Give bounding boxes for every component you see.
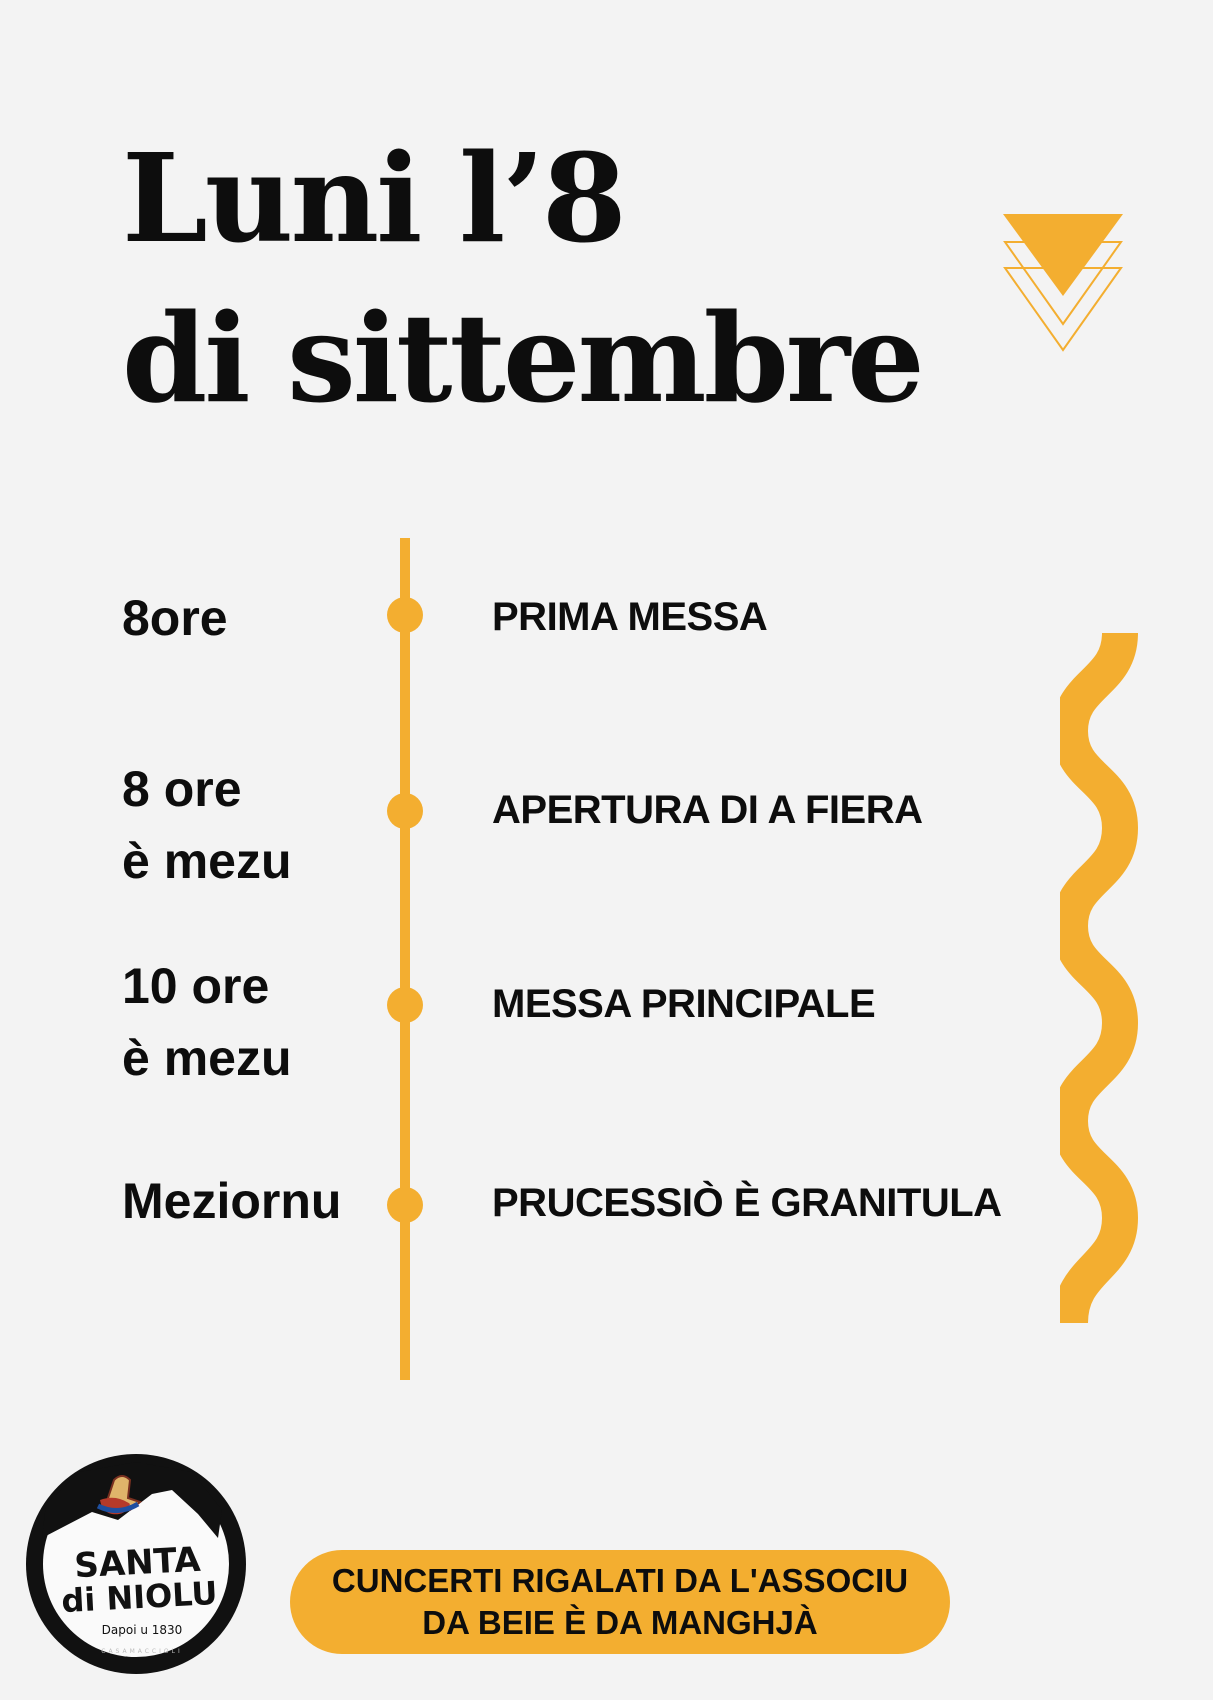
logo-name-line-1: SANTA <box>73 1539 202 1587</box>
timeline-dot-1 <box>387 597 423 633</box>
timeline-dot-2 <box>387 793 423 829</box>
concert-banner <box>290 1550 950 1654</box>
event-label-4: PRUCESSIÒ È GRANITULA <box>492 1181 1002 1225</box>
banner-line-2: DA BEIE È DA MANGHJÀ <box>422 1604 818 1641</box>
triangle-decoration-icon <box>1003 214 1123 354</box>
logo-ring-text: CASAMACCIOLI <box>101 1648 183 1655</box>
santa-di-niolu-logo <box>22 1450 252 1680</box>
page-title <box>122 118 922 438</box>
time-label-2: 8 ore è mezu <box>122 761 292 889</box>
wave-decoration-icon <box>1060 633 1160 1333</box>
event-label-2: APERTURA DI A FIERA <box>492 788 923 832</box>
event-label-3: MESSA PRINCIPALE <box>492 982 876 1026</box>
time-label-3: 10 ore è mezu <box>122 958 292 1086</box>
logo-tagline: Dapoi u 1830 <box>101 1623 183 1637</box>
title-line-1: Luni l’8 <box>122 126 624 270</box>
timeline-dot-4 <box>387 1187 423 1223</box>
timeline-line <box>400 538 410 1380</box>
event-label-1: PRIMA MESSA <box>492 595 768 639</box>
logo-name-line-2: di NIOLU <box>60 1573 219 1621</box>
time-label-1: 8ore <box>122 590 228 646</box>
title-line-2: di sittembre <box>122 286 922 430</box>
timeline-dot-3 <box>387 987 423 1023</box>
time-label-4: Meziornu <box>122 1173 342 1229</box>
banner-line-1: CUNCERTI RIGALATI DA L'ASSOCIU <box>331 1562 909 1599</box>
